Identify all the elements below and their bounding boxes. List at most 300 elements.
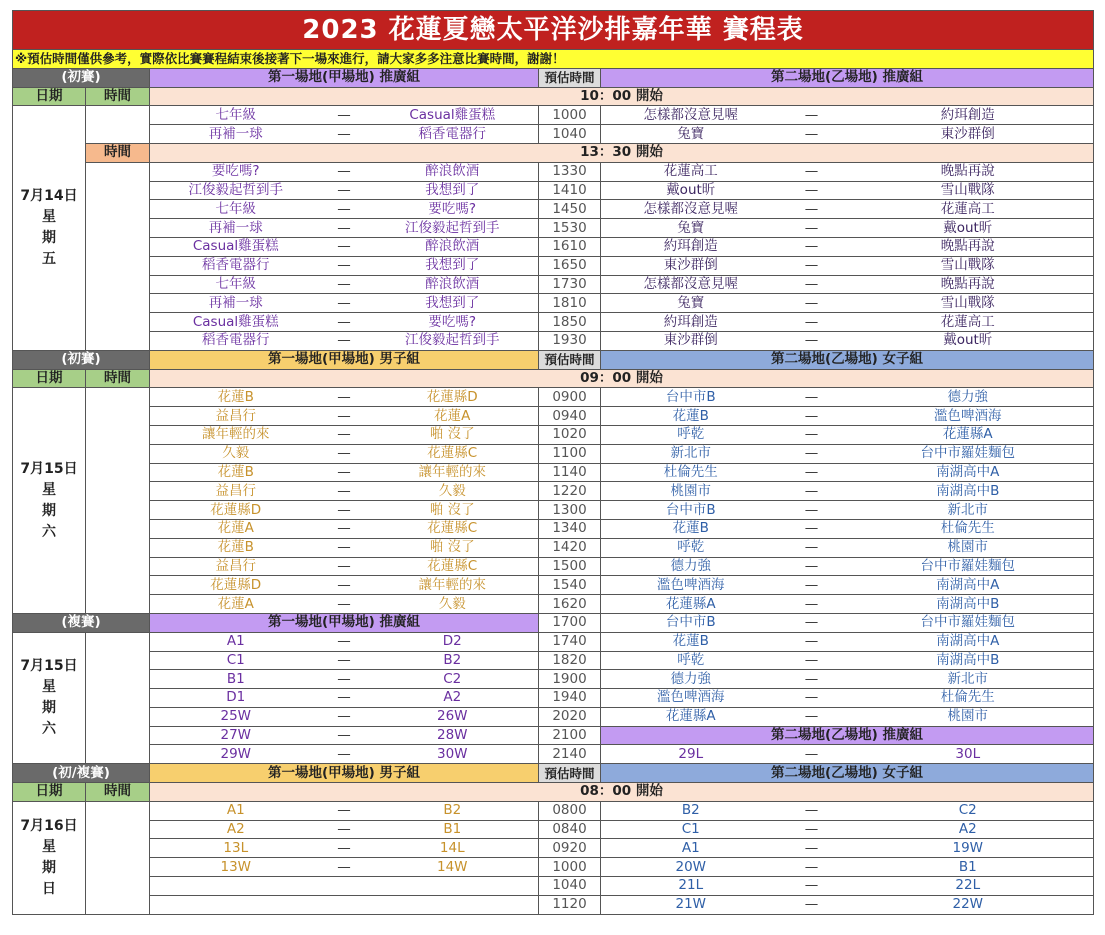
team-court2-away: 晚點再說 — [843, 237, 1094, 256]
team-court1-home: 花蓮B — [150, 538, 322, 557]
time-label: 時間 — [86, 369, 150, 388]
versus-dash: — — [781, 275, 843, 294]
team-court1-away: 稻香電器行 — [367, 125, 539, 144]
match-row — [13, 707, 1094, 726]
est-time: 1740 — [539, 632, 601, 651]
team-court2-home: 花蓮B — [601, 519, 781, 538]
est-time-header: 預估時間 — [539, 764, 601, 783]
team-court1-home: C1 — [150, 651, 322, 670]
match-row — [13, 181, 1094, 200]
team-court1-home: 花蓮B — [150, 388, 322, 407]
date-cell: 7月15日 星 期 六 — [13, 388, 86, 614]
match-row — [13, 839, 1094, 858]
match-row — [13, 895, 1094, 914]
team-court2-home: 兔寶 — [601, 294, 781, 313]
section-header-row — [13, 350, 1094, 369]
versus-dash: — — [322, 557, 367, 576]
versus-dash — [322, 895, 367, 914]
team-court1-away: B2 — [367, 801, 539, 820]
match-row — [13, 538, 1094, 557]
stage-label: (初賽) — [13, 350, 150, 369]
team-court2-home: 呼乾 — [601, 425, 781, 444]
time-label: 時間 — [86, 87, 150, 106]
team-court2-away: 東沙群倒 — [843, 125, 1094, 144]
est-time: 1530 — [539, 219, 601, 238]
team-court1-away — [367, 877, 539, 896]
team-court1-away: 啪 沒了 — [367, 501, 539, 520]
team-court1-away: 江俊毅起哲到手 — [367, 219, 539, 238]
versus-dash: — — [781, 482, 843, 501]
match-row — [13, 425, 1094, 444]
team-court1-home: 益昌行 — [150, 557, 322, 576]
team-court1-away: 要吃嗎? — [367, 313, 539, 332]
team-court2-away: 30L — [843, 745, 1094, 764]
team-court2-away: 新北市 — [843, 670, 1094, 689]
est-time: 0840 — [539, 820, 601, 839]
versus-dash: — — [322, 313, 367, 332]
team-court1-away: 14L — [367, 839, 539, 858]
team-court1-home: 要吃嗎? — [150, 162, 322, 181]
est-time: 0900 — [539, 388, 601, 407]
versus-dash: — — [781, 877, 843, 896]
versus-dash: — — [781, 820, 843, 839]
est-time: 1650 — [539, 256, 601, 275]
match-row — [13, 162, 1094, 181]
court1-header: 第一場地(甲場地) 男子組 — [150, 350, 539, 369]
versus-dash: — — [781, 463, 843, 482]
date-label: 日期 — [13, 369, 86, 388]
match-row — [13, 407, 1094, 426]
team-court1-away: B1 — [367, 820, 539, 839]
team-court2-away: 台中市羅娃麵包 — [843, 444, 1094, 463]
team-court2-home: 21W — [601, 895, 781, 914]
team-court1-away: 江俊毅起哲到手 — [367, 331, 539, 350]
team-court2-away: 南湖高中B — [843, 482, 1094, 501]
match-row — [13, 200, 1094, 219]
team-court1-home: 讓年輕的來 — [150, 425, 322, 444]
team-court1-away: 久毅 — [367, 595, 539, 614]
versus-dash: — — [322, 632, 367, 651]
team-court1-home: A1 — [150, 632, 322, 651]
team-court1-away: 14W — [367, 858, 539, 877]
versus-dash: — — [781, 200, 843, 219]
est-time: 0940 — [539, 407, 601, 426]
est-time: 1900 — [539, 670, 601, 689]
start-time: 10：00 開始 — [150, 87, 1094, 106]
team-court2-away: 濫色啤酒海 — [843, 407, 1094, 426]
team-court1-away: 我想到了 — [367, 181, 539, 200]
team-court2-away: 晚點再說 — [843, 162, 1094, 181]
team-court2-home: 兔寶 — [601, 125, 781, 144]
team-court1-away: 花蓮縣C — [367, 444, 539, 463]
stage-label: (初賽) — [13, 68, 150, 87]
est-time: 1100 — [539, 444, 601, 463]
team-court2-home: 花蓮縣A — [601, 707, 781, 726]
versus-dash: — — [322, 256, 367, 275]
team-court2-home: 21L — [601, 877, 781, 896]
team-court2-away: 約珥創造 — [843, 106, 1094, 125]
date-cell: 7月16日 星 期 日 — [13, 801, 86, 914]
start-row — [13, 369, 1094, 388]
versus-dash: — — [781, 801, 843, 820]
match-row — [13, 219, 1094, 238]
time-label: 時間 — [86, 143, 150, 162]
team-court1-home: 七年級 — [150, 200, 322, 219]
versus-dash: — — [781, 313, 843, 332]
time-cell — [86, 106, 150, 144]
court2-header: 第二場地(乙場地) 推廣組 — [601, 726, 1094, 745]
team-court2-home: 呼乾 — [601, 538, 781, 557]
versus-dash: — — [781, 388, 843, 407]
versus-dash: — — [781, 858, 843, 877]
versus-dash: — — [322, 407, 367, 426]
versus-dash: — — [781, 576, 843, 595]
team-court2-home: B2 — [601, 801, 781, 820]
date-cell: 7月14日 星 期 五 — [13, 106, 86, 350]
team-court2-home: 台中市B — [601, 613, 781, 632]
team-court2-home: 濫色啤酒海 — [601, 689, 781, 708]
team-court2-home: 桃園市 — [601, 482, 781, 501]
est-time-header: 預估時間 — [539, 350, 601, 369]
team-court2-home: 花蓮B — [601, 407, 781, 426]
est-time: 1020 — [539, 425, 601, 444]
versus-dash: — — [781, 595, 843, 614]
team-court1-home: Casual雞蛋糕 — [150, 237, 322, 256]
team-court2-home: 戴out昕 — [601, 181, 781, 200]
team-court2-away: 德力強 — [843, 388, 1094, 407]
team-court2-away: 南湖高中A — [843, 576, 1094, 595]
team-court2-home: 杜倫先生 — [601, 463, 781, 482]
team-court1-home: 27W — [150, 726, 322, 745]
team-court2-home: 花蓮縣A — [601, 595, 781, 614]
versus-dash: — — [322, 726, 367, 745]
team-court2-home: 約珥創造 — [601, 313, 781, 332]
est-time: 0920 — [539, 839, 601, 858]
team-court2-away: 晚點再說 — [843, 275, 1094, 294]
stage-label: (初/複賽) — [13, 764, 150, 783]
date-label: 日期 — [13, 783, 86, 802]
match-row — [13, 275, 1094, 294]
versus-dash: — — [322, 651, 367, 670]
team-court2-away: 桃園市 — [843, 707, 1094, 726]
team-court2-away: 19W — [843, 839, 1094, 858]
team-court2-away: 台中市羅娃麵包 — [843, 613, 1094, 632]
versus-dash: — — [322, 106, 367, 125]
date-cell: 7月15日 星 期 六 — [13, 632, 86, 764]
versus-dash: — — [322, 689, 367, 708]
team-court1-away: 30W — [367, 745, 539, 764]
section-header-row — [13, 68, 1094, 87]
start-row — [13, 783, 1094, 802]
versus-dash: — — [781, 839, 843, 858]
versus-dash: — — [781, 745, 843, 764]
team-court1-home: A2 — [150, 820, 322, 839]
est-time: 2100 — [539, 726, 601, 745]
team-court2-away: C2 — [843, 801, 1094, 820]
est-time: 1410 — [539, 181, 601, 200]
time-cell — [86, 162, 150, 350]
versus-dash — [322, 877, 367, 896]
team-court2-away: 新北市 — [843, 501, 1094, 520]
versus-dash: — — [322, 294, 367, 313]
versus-dash: — — [322, 275, 367, 294]
team-court2-home: 新北市 — [601, 444, 781, 463]
team-court2-home: 約珥創造 — [601, 237, 781, 256]
section-header-row — [13, 613, 1094, 632]
team-court1-away: 讓年輕的來 — [367, 576, 539, 595]
versus-dash: — — [322, 820, 367, 839]
match-row — [13, 576, 1094, 595]
team-court1-home: 花蓮A — [150, 595, 322, 614]
est-time: 1540 — [539, 576, 601, 595]
versus-dash: — — [781, 407, 843, 426]
team-court1-home: 13W — [150, 858, 322, 877]
versus-dash: — — [322, 839, 367, 858]
team-court1-home: Casual雞蛋糕 — [150, 313, 322, 332]
team-court1-home: 稻香電器行 — [150, 331, 322, 350]
versus-dash: — — [322, 745, 367, 764]
team-court2-home: 東沙群倒 — [601, 256, 781, 275]
versus-dash: — — [322, 237, 367, 256]
team-court1-away — [367, 895, 539, 914]
versus-dash: — — [781, 689, 843, 708]
match-row — [13, 745, 1094, 764]
match-row — [13, 820, 1094, 839]
versus-dash: — — [781, 538, 843, 557]
match-row — [13, 256, 1094, 275]
team-court2-away: 22W — [843, 895, 1094, 914]
start-time: 13：30 開始 — [150, 143, 1094, 162]
court1-header: 第一場地(甲場地) 男子組 — [150, 764, 539, 783]
match-row — [13, 501, 1094, 520]
team-court1-away: 醉浪飲酒 — [367, 237, 539, 256]
team-court1-home: 益昌行 — [150, 407, 322, 426]
stage-label: (複賽) — [13, 613, 150, 632]
versus-dash: — — [781, 237, 843, 256]
time-cell — [86, 801, 150, 914]
team-court1-home — [150, 877, 322, 896]
versus-dash: — — [781, 331, 843, 350]
versus-dash: — — [781, 294, 843, 313]
schedule-table — [12, 10, 1094, 915]
team-court2-away: 杜倫先生 — [843, 689, 1094, 708]
match-row — [13, 463, 1094, 482]
team-court2-away: 南湖高中B — [843, 595, 1094, 614]
versus-dash: — — [322, 707, 367, 726]
team-court2-away: 22L — [843, 877, 1094, 896]
versus-dash: — — [322, 388, 367, 407]
versus-dash: — — [322, 162, 367, 181]
est-time-header: 預估時間 — [539, 68, 601, 87]
court2-header: 第二場地(乙場地) 女子組 — [601, 764, 1094, 783]
team-court2-home: 德力強 — [601, 670, 781, 689]
est-time: 1340 — [539, 519, 601, 538]
versus-dash: — — [322, 858, 367, 877]
team-court1-away: 花蓮縣C — [367, 519, 539, 538]
match-row — [13, 651, 1094, 670]
team-court1-away: 啪 沒了 — [367, 425, 539, 444]
team-court1-home: 江俊毅起哲到手 — [150, 181, 322, 200]
team-court1-home: 花蓮縣D — [150, 501, 322, 520]
team-court1-home: 花蓮縣D — [150, 576, 322, 595]
match-row — [13, 294, 1094, 313]
versus-dash: — — [322, 331, 367, 350]
match-row — [13, 125, 1094, 144]
team-court1-home: B1 — [150, 670, 322, 689]
est-time: 1000 — [539, 106, 601, 125]
match-row — [13, 670, 1094, 689]
match-row — [13, 801, 1094, 820]
team-court1-home: 花蓮B — [150, 463, 322, 482]
team-court1-home: 13L — [150, 839, 322, 858]
versus-dash: — — [781, 895, 843, 914]
team-court1-home: 花蓮A — [150, 519, 322, 538]
time-label: 時間 — [86, 783, 150, 802]
est-time: 1500 — [539, 557, 601, 576]
versus-dash: — — [781, 444, 843, 463]
est-time: 1610 — [539, 237, 601, 256]
versus-dash: — — [322, 482, 367, 501]
team-court2-home: 怎樣都沒意見喔 — [601, 200, 781, 219]
team-court1-home: A1 — [150, 801, 322, 820]
start-row — [13, 87, 1094, 106]
team-court1-away: 花蓮A — [367, 407, 539, 426]
versus-dash: — — [781, 501, 843, 520]
est-time: 1140 — [539, 463, 601, 482]
team-court2-home: 濫色啤酒海 — [601, 576, 781, 595]
team-court2-away: 南湖高中A — [843, 463, 1094, 482]
match-row — [13, 595, 1094, 614]
date-label: 日期 — [13, 87, 86, 106]
team-court2-home: 台中市B — [601, 388, 781, 407]
versus-dash: — — [322, 444, 367, 463]
versus-dash: — — [322, 538, 367, 557]
schedule-note: ※預估時間僅供參考，實際依比賽賽程結束後接著下一場來進行，請大家多多注意比賽時間，謝謝！ — [13, 50, 1094, 69]
team-court1-away: Casual雞蛋糕 — [367, 106, 539, 125]
team-court1-home: 七年級 — [150, 275, 322, 294]
versus-dash: — — [322, 595, 367, 614]
start-time: 08：00 開始 — [150, 783, 1094, 802]
team-court1-home: 七年級 — [150, 106, 322, 125]
match-row — [13, 331, 1094, 350]
team-court1-home: 29W — [150, 745, 322, 764]
team-court2-away: 南湖高中A — [843, 632, 1094, 651]
page-title: 2023 花蓮夏戀太平洋沙排嘉年華 賽程表 — [13, 11, 1094, 50]
team-court2-home: 東沙群倒 — [601, 331, 781, 350]
team-court2-home: 怎樣都沒意見喔 — [601, 275, 781, 294]
team-court1-away: B2 — [367, 651, 539, 670]
versus-dash: — — [322, 519, 367, 538]
team-court2-home: C1 — [601, 820, 781, 839]
est-time: 1420 — [539, 538, 601, 557]
team-court2-away: 戴out昕 — [843, 331, 1094, 350]
team-court2-away: 桃園市 — [843, 538, 1094, 557]
est-time: 1620 — [539, 595, 601, 614]
versus-dash: — — [781, 632, 843, 651]
team-court1-away: C2 — [367, 670, 539, 689]
match-row — [13, 106, 1094, 125]
match-row — [13, 858, 1094, 877]
est-time: 1040 — [539, 125, 601, 144]
versus-dash: — — [322, 181, 367, 200]
est-time: 1000 — [539, 858, 601, 877]
match-row — [13, 689, 1094, 708]
team-court2-home: 29L — [601, 745, 781, 764]
versus-dash: — — [781, 707, 843, 726]
team-court2-home: 德力強 — [601, 557, 781, 576]
versus-dash: — — [322, 425, 367, 444]
team-court1-away: 啪 沒了 — [367, 538, 539, 557]
versus-dash: — — [781, 651, 843, 670]
est-time: 1820 — [539, 651, 601, 670]
match-row — [13, 557, 1094, 576]
versus-dash: — — [322, 501, 367, 520]
team-court1-away: 花蓮縣D — [367, 388, 539, 407]
team-court1-away: 要吃嗎? — [367, 200, 539, 219]
team-court2-away: 戴out昕 — [843, 219, 1094, 238]
versus-dash: — — [322, 219, 367, 238]
versus-dash: — — [781, 181, 843, 200]
versus-dash: — — [781, 162, 843, 181]
team-court1-away: 我想到了 — [367, 294, 539, 313]
team-court1-home — [150, 895, 322, 914]
team-court1-away: 讓年輕的來 — [367, 463, 539, 482]
versus-dash: — — [781, 519, 843, 538]
match-row — [13, 877, 1094, 896]
versus-dash: — — [322, 200, 367, 219]
match-row — [13, 444, 1094, 463]
team-court1-home: 25W — [150, 707, 322, 726]
match-row — [13, 313, 1094, 332]
est-time: 1930 — [539, 331, 601, 350]
team-court1-home: 再補一球 — [150, 125, 322, 144]
team-court2-away: 台中市羅娃麵包 — [843, 557, 1094, 576]
team-court1-away: 醉浪飲酒 — [367, 275, 539, 294]
team-court2-away: 南湖高中B — [843, 651, 1094, 670]
est-time: 1700 — [539, 613, 601, 632]
time-cell — [86, 632, 150, 764]
versus-dash: — — [322, 801, 367, 820]
est-time: 1940 — [539, 689, 601, 708]
team-court1-home: 久毅 — [150, 444, 322, 463]
team-court2-away: 花蓮縣A — [843, 425, 1094, 444]
court2-header: 第二場地(乙場地) 推廣組 — [601, 68, 1094, 87]
team-court2-away: 花蓮高工 — [843, 313, 1094, 332]
est-time: 1330 — [539, 162, 601, 181]
team-court2-home: 怎樣都沒意見喔 — [601, 106, 781, 125]
team-court2-home: 台中市B — [601, 501, 781, 520]
versus-dash: — — [781, 106, 843, 125]
team-court2-home: 花蓮高工 — [601, 162, 781, 181]
team-court1-away: 久毅 — [367, 482, 539, 501]
start-time: 09：00 開始 — [150, 369, 1094, 388]
est-time: 0800 — [539, 801, 601, 820]
team-court1-away: 花蓮縣C — [367, 557, 539, 576]
team-court2-away: 雪山戰隊 — [843, 256, 1094, 275]
est-time: 2020 — [539, 707, 601, 726]
versus-dash: — — [781, 670, 843, 689]
est-time: 1040 — [539, 877, 601, 896]
team-court1-home: 再補一球 — [150, 294, 322, 313]
start-row — [13, 143, 1094, 162]
match-row — [13, 388, 1094, 407]
match-row — [13, 519, 1094, 538]
team-court1-home: 再補一球 — [150, 219, 322, 238]
team-court2-away: 杜倫先生 — [843, 519, 1094, 538]
section-header-row — [13, 764, 1094, 783]
versus-dash: — — [781, 256, 843, 275]
versus-dash: — — [781, 613, 843, 632]
